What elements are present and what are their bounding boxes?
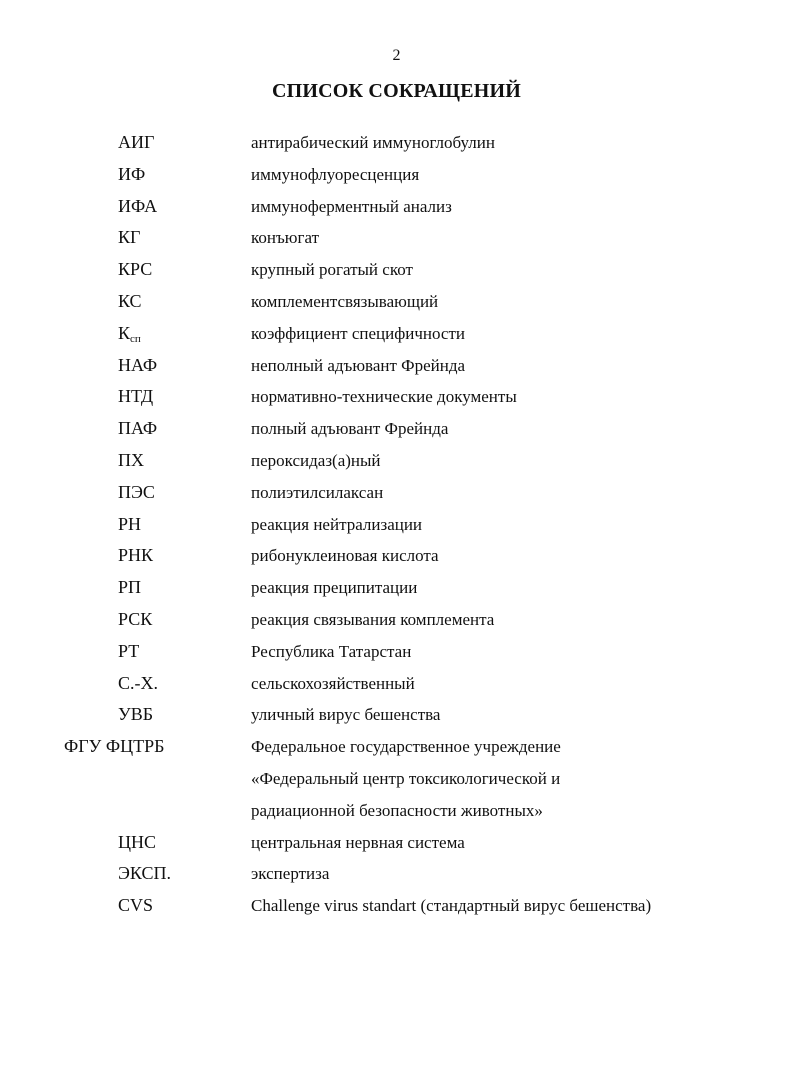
abbreviation-row [0,764,793,796]
abbreviation-term-text: ФГУ ФЦТРБ [64,736,165,757]
abbreviation-row [0,192,793,224]
abbreviation-term [118,355,157,376]
abbreviation-term-text: КГ [118,227,141,248]
abbreviation-definition: конъюгат [251,228,319,248]
abbreviation-term [118,386,153,407]
abbreviation-term [118,895,153,916]
abbreviation-term-text: КС [118,290,142,311]
abbreviation-definition: антирабический иммуноглобулин [251,133,495,152]
abbreviation-row [0,605,793,637]
abbreviation-term-text: К [118,322,131,343]
abbreviation-term [118,132,154,153]
abbreviation-term-text: ИФ [118,163,146,184]
abbreviation-term-text: С.-Х. [118,672,158,693]
abbreviation-term-text: ИФА [118,195,158,216]
abbreviation-row [0,287,793,319]
abbreviation-term [118,514,141,535]
abbreviation-term-text: НАФ [118,354,158,375]
abbreviation-row [0,732,793,764]
abbreviation-term [118,863,171,884]
abbreviation-definition: сельскохозяйственный [251,673,415,693]
abbreviation-term [118,482,155,503]
abbreviation-term [64,736,164,757]
abbreviation-term-text: НТД [118,386,154,407]
abbreviation-row [0,796,793,828]
abbreviation-row [0,510,793,542]
abbreviation-term-text: РНК [118,545,154,566]
abbreviation-row [0,223,793,255]
abbreviation-term [118,196,157,217]
abbreviation-definition: Challenge virus standart (стандартный вирус бешенства) [251,896,652,916]
abbreviation-row [0,351,793,383]
abbreviation-row [0,160,793,192]
abbreviation-term [118,641,139,662]
abbreviation-definition: неполный адъювант Фрейнда [251,355,466,375]
abbreviation-definition: иммуноферментный анализ [251,196,452,216]
abbreviation-definition: реакция связывания комплемента [251,609,495,629]
abbreviation-term [118,323,141,345]
abbreviation-term [118,609,152,630]
abbreviation-row [0,828,793,860]
abbreviation-definition: реакция нейтрализации [251,514,423,534]
abbreviation-list [0,128,793,923]
abbreviation-term [118,832,156,853]
abbreviation-term-text: ПАФ [118,418,158,439]
abbreviation-definition: нормативно-технические документы [251,387,517,407]
abbreviation-term [118,418,157,439]
abbreviation-definition: центральная нервная система [251,832,465,852]
abbreviation-definition: Республика Татарстан [251,641,412,661]
abbreviation-term-text: УВБ [118,704,154,725]
abbreviation-row [0,669,793,701]
abbreviation-term-text: ЭКСП. [118,863,171,884]
abbreviation-row [0,319,793,351]
abbreviation-row [0,128,793,160]
abbreviation-term [118,291,142,312]
abbreviation-row [0,255,793,287]
abbreviation-definition: экспертиза [251,864,330,884]
abbreviation-term-text: РТ [118,640,140,661]
page-number: 2 [392,47,401,64]
abbreviation-row [0,382,793,414]
abbreviation-term-text: ПЭС [118,481,155,502]
abbreviation-term-text: РП [118,577,142,598]
abbreviation-row [0,414,793,446]
abbreviation-definition: радиационной безопасности животных» [251,800,543,820]
page-title: СПИСОК СОКРАЩЕНИЙ [271,80,522,102]
abbreviation-row [0,478,793,510]
abbreviation-definition: «Федеральный центр токсикологической и [251,768,561,788]
abbreviation-definition: полный адъювант Фрейнда [251,419,449,439]
abbreviation-row [0,700,793,732]
abbreviation-definition: Федеральное государственное учреждение [251,737,561,757]
abbreviation-term [118,577,141,598]
abbreviation-row [0,637,793,669]
abbreviation-term-text: РН [118,513,142,534]
abbreviation-definition: крупный рогатый скот [251,260,413,280]
abbreviation-row [0,891,793,923]
abbreviation-term-text: КРС [118,259,153,280]
abbreviation-term [118,164,145,185]
abbreviation-term [118,704,153,725]
abbreviation-row [0,541,793,573]
abbreviation-term-text: ПХ [118,449,144,470]
abbreviation-term [118,545,153,566]
abbreviation-term-text: ЦНС [118,831,157,852]
abbreviation-definition: пероксидаз(а)ный [251,450,381,470]
abbreviation-term [118,227,140,248]
abbreviation-term-text: РСК [118,608,153,629]
abbreviation-row [0,446,793,478]
abbreviation-definition: комплементсвязывающий [251,291,439,311]
abbreviation-term [118,450,144,471]
abbreviation-term-text: CVS [118,895,154,916]
abbreviation-definition: уличный вирус бешенства [251,705,441,725]
abbreviation-definition: рибонуклеиновая кислота [251,546,439,566]
abbreviation-definition: полиэтилсилаксан [251,482,384,502]
abbreviation-definition: иммунофлуоресценция [251,164,420,184]
abbreviation-definition: реакция преципитации [251,578,418,598]
abbreviation-term [118,673,158,694]
abbreviation-term [118,259,152,280]
abbreviation-definition: коэффициент специфичности [251,323,465,343]
abbreviation-term-text: АИГ [118,132,155,152]
abbreviation-term-subscript: сп [130,332,141,345]
abbreviation-row [0,859,793,891]
abbreviation-row [0,573,793,605]
